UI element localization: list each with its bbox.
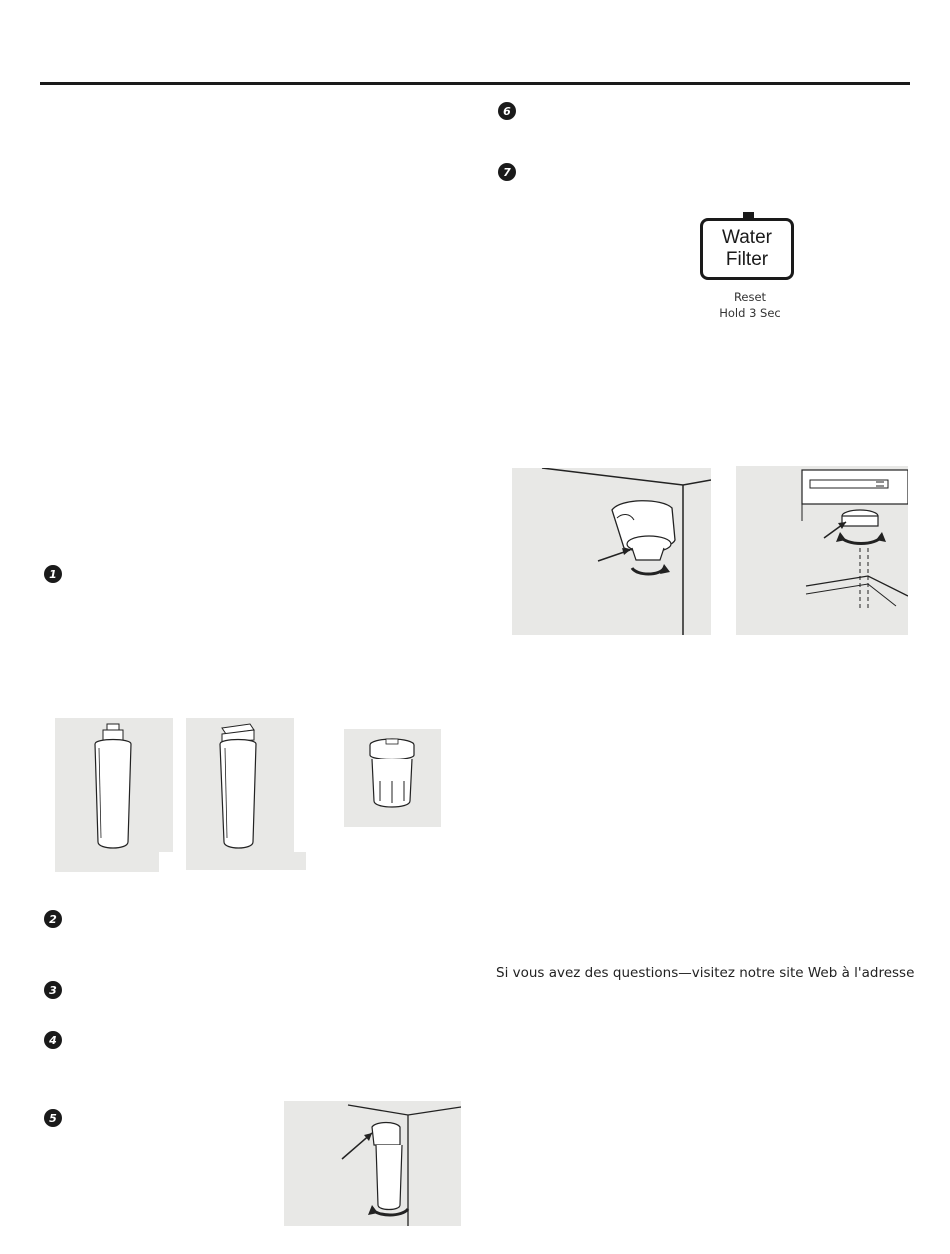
- step-badge-7: 7: [498, 163, 516, 181]
- questions-website-text: Si vous avez des questions—visitez notre site Web à l'adresse: [496, 965, 915, 981]
- hold-caption: Hold 3 Sec: [719, 306, 781, 320]
- water-filter-label-line2: Filter: [725, 249, 769, 270]
- illustration-shelf-filter: [736, 466, 908, 635]
- step-badge-2: 2: [44, 910, 62, 928]
- step-badge-4: 4: [44, 1031, 62, 1049]
- illustration-cartridge-b: [186, 718, 294, 870]
- step-badge-5: 5: [44, 1109, 62, 1127]
- illustration-corner-filter: [284, 1101, 461, 1226]
- water-filter-button: [700, 218, 794, 280]
- illustration-cabinet-filter: [512, 468, 711, 635]
- illustration-cartridge-a: [55, 718, 173, 872]
- reset-caption: Reset: [733, 290, 767, 304]
- step-badge-1: 1: [44, 565, 62, 583]
- water-filter-label-line1: Water: [722, 227, 772, 248]
- step-badge-6: 6: [498, 102, 516, 120]
- top-rule: [40, 82, 910, 85]
- cartridge-b-panel-tab: [294, 852, 306, 870]
- water-filter-caption: [700, 289, 800, 321]
- step-badge-3: 3: [44, 981, 62, 999]
- illustration-cartridge-c: [344, 729, 441, 827]
